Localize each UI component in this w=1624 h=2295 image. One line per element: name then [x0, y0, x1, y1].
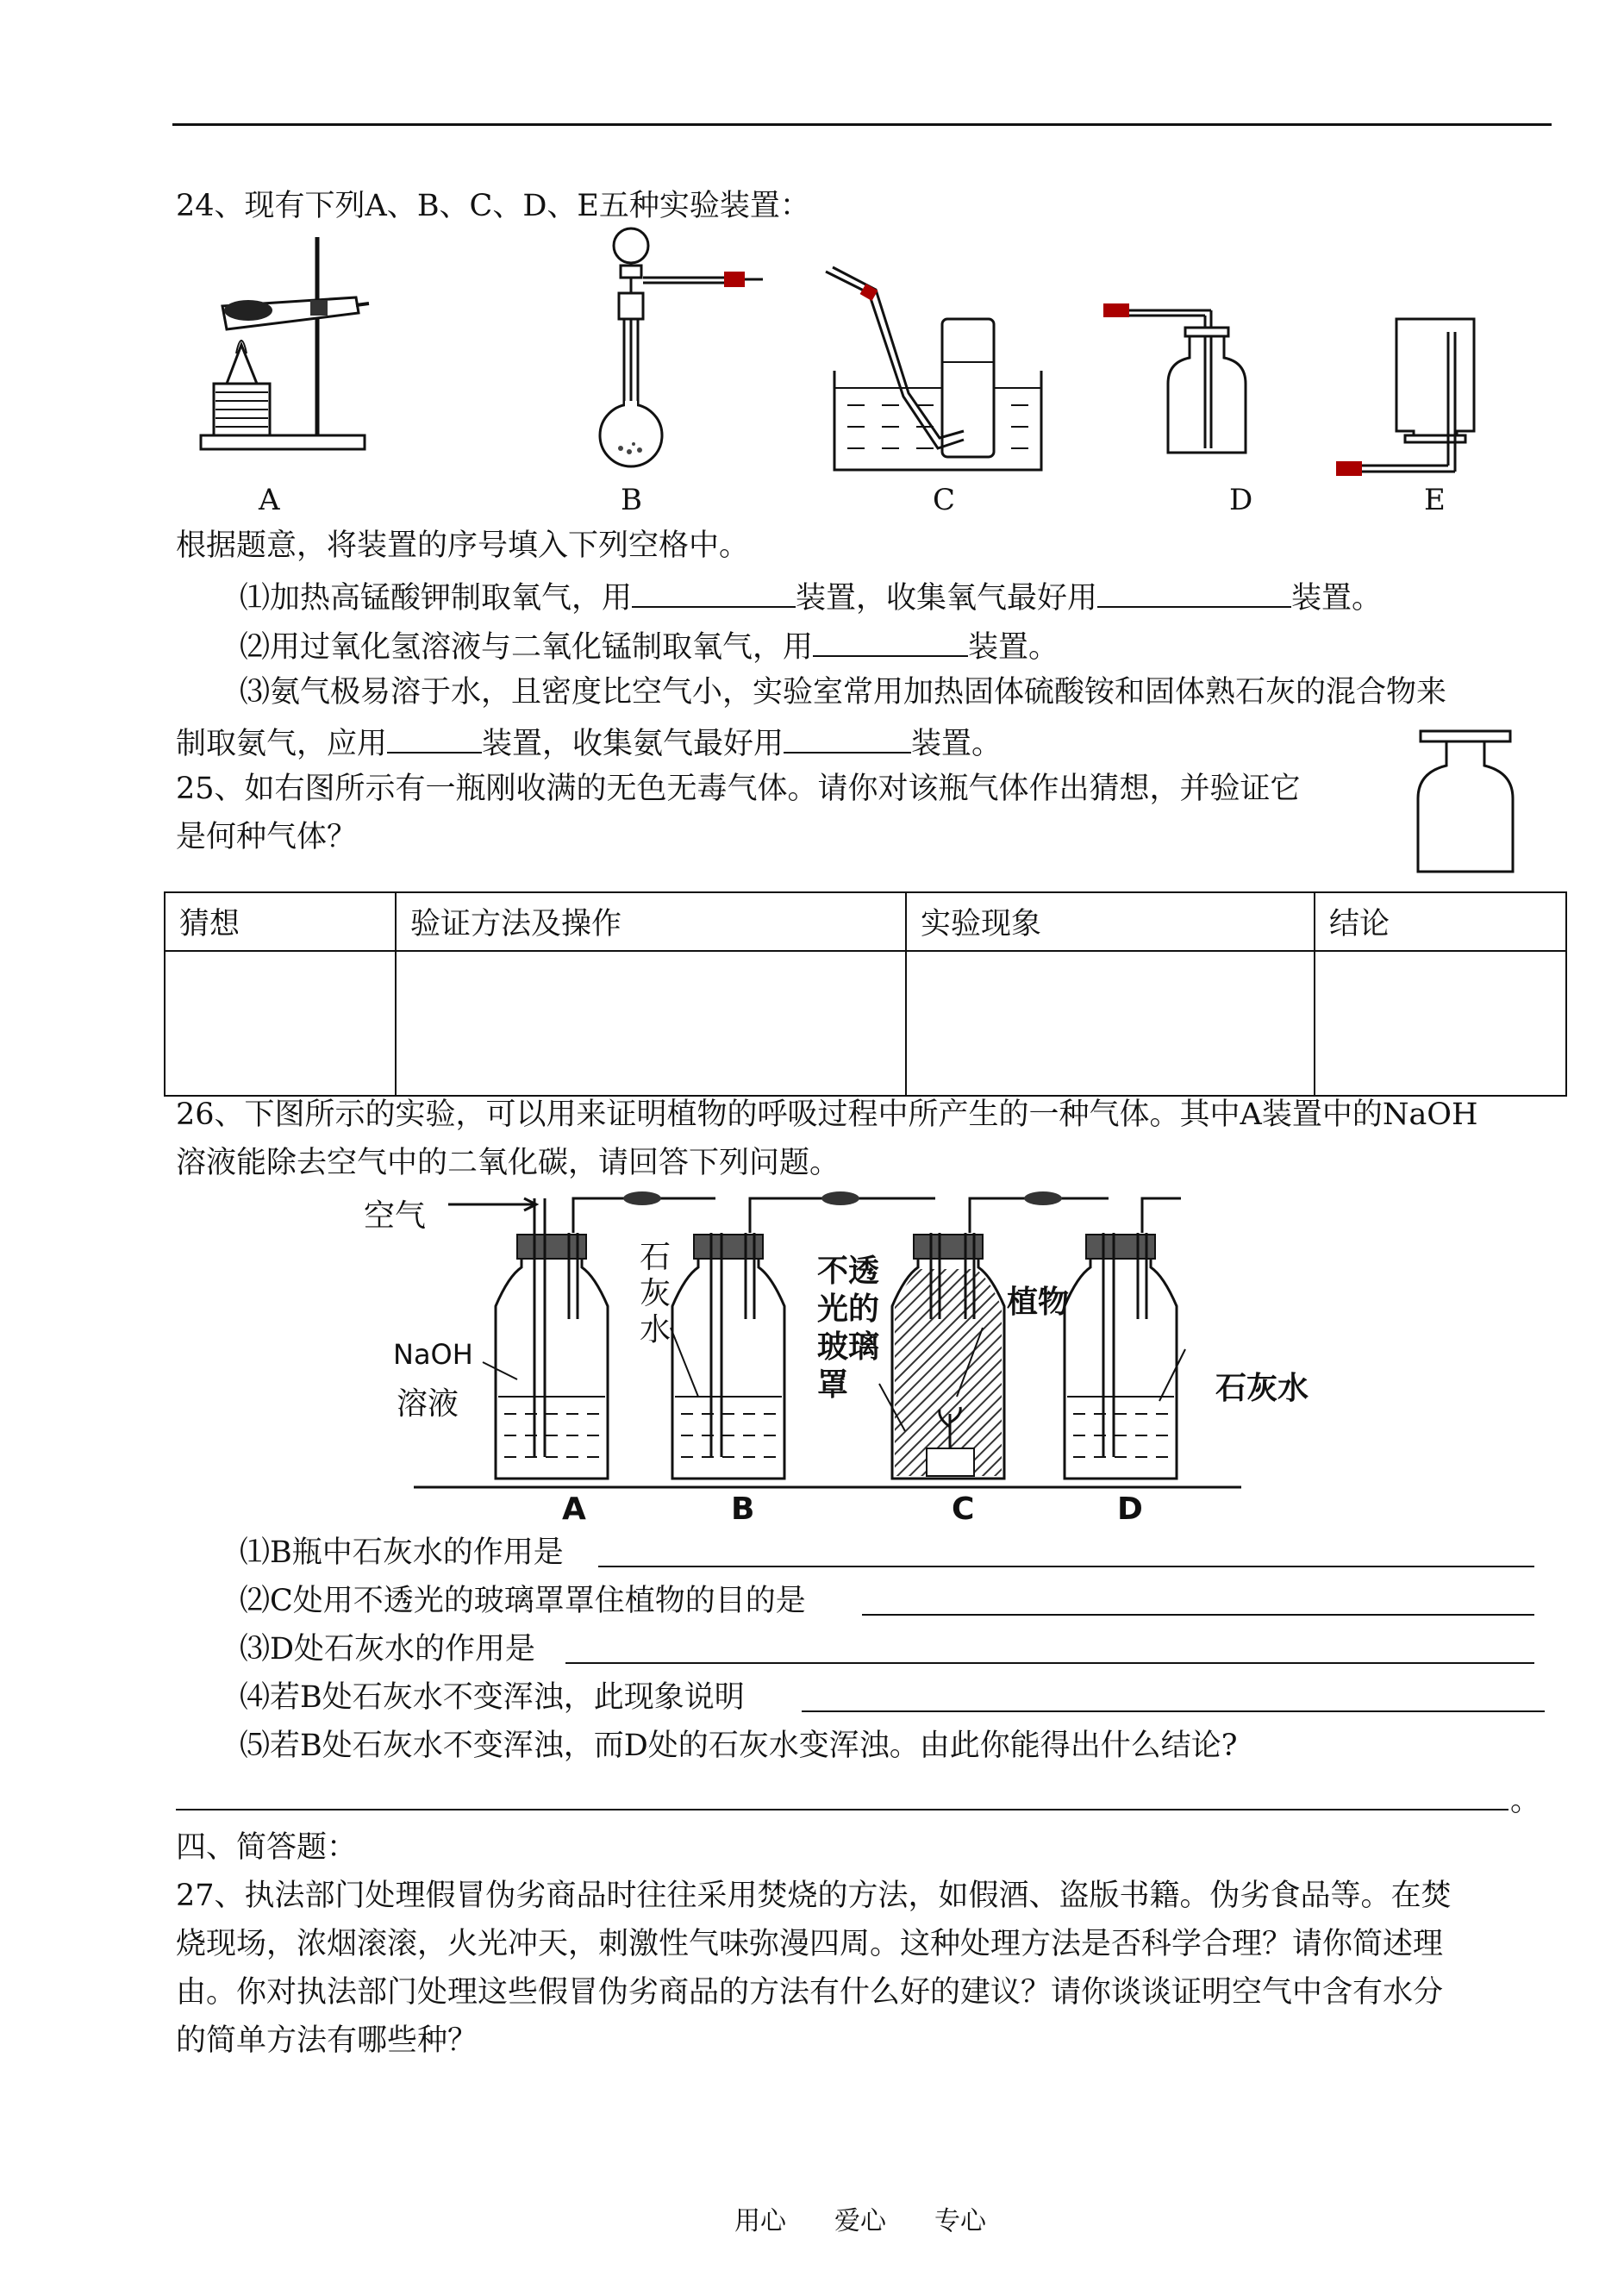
footer-text-1: 用心 [734, 2206, 786, 2236]
table-cell-guess[interactable] [165, 951, 396, 1096]
q24-part3-text-d: 装置。 [911, 727, 1003, 761]
label-a: A [259, 483, 280, 517]
q26-line1: 26、下图所示的实验，可以用来证明植物的呼吸过程中所产生的一种气体。其中A装置中的NaOH [176, 1097, 1478, 1132]
q24-part2-text-a: ⑵用过氧化氢溶液与二氧化锰制取氧气，用 [240, 630, 814, 665]
table-header-method: 验证方法及操作 [396, 892, 906, 951]
fig-bottle-label-a: A [562, 1491, 586, 1527]
q26-sub3: ⑶D处石灰水的作用是 [240, 1632, 536, 1667]
fig-label-cover-2: 光的 [817, 1291, 880, 1327]
fig-label-limewater-b-2: 灰 [640, 1276, 671, 1311]
gas-bottle-figure [1414, 729, 1517, 876]
fig-label-limewater-b-1: 石 [640, 1240, 671, 1275]
q24-part3-line2 [176, 726, 1002, 760]
respiration-apparatus-figure [362, 1181, 1259, 1526]
q25-table [164, 891, 1567, 1097]
apparatus-b-figure [595, 224, 776, 466]
q24-part2-text-b: 装置。 [968, 630, 1059, 665]
q24-title: 24、现有下列A、B、C、D、E五种实验装置： [176, 189, 810, 223]
q26-sub5-answer-line[interactable] [176, 1809, 1508, 1810]
fig-label-cover-1: 不透 [817, 1254, 880, 1289]
q27-line4: 的简单方法有哪些种？ [176, 2023, 478, 2058]
q24-part3-blank-1[interactable] [387, 726, 482, 754]
fig-label-limewater-d: 石灰水 [1215, 1371, 1309, 1406]
q26-line2: 溶液能除去空气中的二氧化碳，请回答下列问题。 [176, 1146, 840, 1180]
fig-label-limewater-b-3: 水 [640, 1312, 671, 1348]
q24-part1-blank-2[interactable] [1097, 580, 1291, 608]
section4-title: 四、简答题： [176, 1830, 358, 1865]
q24-part1-text-a: ⑴加热高锰酸钾制取氧气，用 [240, 581, 633, 616]
table-header-guess: 猜想 [165, 892, 396, 951]
header-rule [172, 123, 1552, 126]
q26-sub3-answer-line[interactable] [565, 1662, 1534, 1664]
q24-part2-blank[interactable] [813, 629, 968, 657]
fig-label-cover-3: 玻璃 [817, 1329, 880, 1365]
apparatus-d-figure [1103, 293, 1259, 466]
footer-text-3: 专心 [934, 2206, 986, 2236]
fig-label-solution: 溶液 [397, 1386, 459, 1422]
table-cell-observation[interactable] [906, 951, 1315, 1096]
fig-bottle-label-d: D [1117, 1491, 1143, 1527]
table-cell-method[interactable] [396, 951, 906, 1096]
q25-line2: 是何种气体？ [176, 820, 358, 854]
q24-intro: 根据题意，将装置的序号填入下列空格中。 [176, 528, 750, 563]
q24-part1-blank-1[interactable] [632, 580, 796, 608]
q25-line1: 25、如右图所示有一瓶刚收满的无色无毒气体。请你对该瓶气体作出猜想，并验证它 [176, 772, 1301, 806]
q26-sub4-answer-line[interactable] [802, 1710, 1545, 1712]
fig-bottle-label-c: C [952, 1491, 975, 1527]
label-e: E [1424, 483, 1446, 517]
apparatus-c-figure [826, 267, 1050, 474]
q26-sub5-period: 。 [1510, 1784, 1541, 1818]
table-cell-conclusion[interactable] [1315, 951, 1566, 1096]
label-d: D [1229, 483, 1253, 517]
fig-label-naoh: NaOH [393, 1338, 473, 1371]
q24-part2 [240, 629, 1059, 663]
footer-text-2: 爱心 [834, 2206, 886, 2236]
q26-sub1-answer-line[interactable] [598, 1566, 1534, 1567]
q26-sub1: ⑴B瓶中石灰水的作用是 [240, 1535, 564, 1570]
q26-sub4: ⑷若B处石灰水不变浑浊，此现象说明 [240, 1680, 745, 1715]
q24-part3-text-c: 装置，收集氨气最好用 [482, 727, 784, 761]
q24-part1-text-c: 装置。 [1291, 581, 1383, 616]
q27-line2: 烧现场，浓烟滚滚，火光冲天，刺激性气味弥漫四周。这种处理方法是否科学合理？请你简述理 [176, 1927, 1444, 1961]
label-b: B [621, 483, 642, 517]
q26-sub5: ⑸若B处石灰水不变浑浊，而D处的石灰水变浑浊。由此你能得出什么结论? [240, 1729, 1238, 1763]
fig-label-plant: 植物 [1007, 1285, 1070, 1320]
apparatus-e-figure [1327, 315, 1483, 487]
apparatus-a-figure [197, 233, 369, 457]
fig-label-cover-4: 罩 [817, 1367, 849, 1403]
table-header-conclusion: 结论 [1315, 892, 1566, 951]
q24-part3-text-b: 制取氨气，应用 [176, 727, 388, 761]
label-c: C [933, 483, 956, 517]
q26-sub2-answer-line[interactable] [862, 1614, 1534, 1616]
q24-part1 [240, 580, 1382, 614]
fig-bottle-label-b: B [731, 1491, 755, 1527]
q24-part1-text-b: 装置，收集氧气最好用 [796, 581, 1098, 616]
q27-line3: 由。你对执法部门处理这些假冒伪劣商品的方法有什么好的建议？请你谈谈证明空气中含有水分 [176, 1975, 1444, 2010]
q24-part3-line1: ⑶氨气极易溶于水，且密度比空气小，实验室常用加热固体硫酸铵和固体熟石灰的混合物来 [240, 675, 1447, 710]
q26-sub2: ⑵C处用不透光的玻璃罩罩住植物的目的是 [240, 1584, 806, 1618]
q24-part3-blank-2[interactable] [784, 726, 911, 754]
q27-line1: 27、执法部门处理假冒伪劣商品时往往采用焚烧的方法，如假酒、盗版书籍。伪劣食品等。在焚 [176, 1879, 1452, 1913]
table-header-observation: 实验现象 [906, 892, 1315, 951]
fig-label-air: 空气 [364, 1198, 427, 1234]
